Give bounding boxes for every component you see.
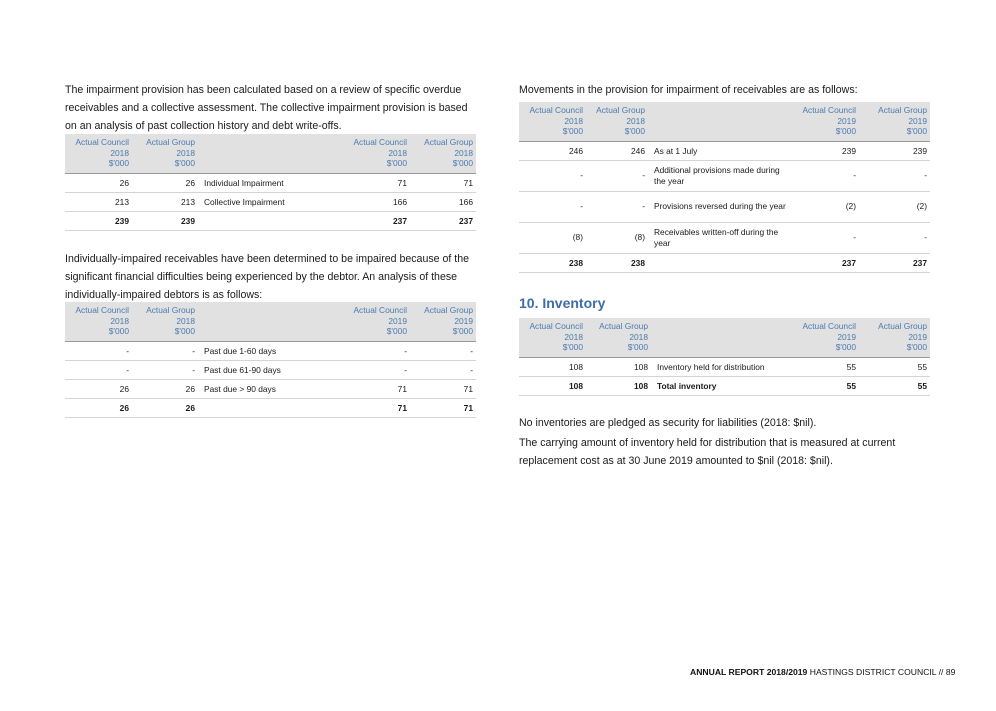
total-row: [519, 253, 930, 272]
col-header-council-2018: Actual Council 2018 $'000: [519, 102, 586, 141]
cell-value: 246: [586, 141, 648, 160]
table-header-row: [65, 134, 476, 173]
cell-value: -: [65, 360, 132, 379]
table-row: [65, 341, 476, 360]
col-header-council-2019: Actual Council 2019 $'000: [343, 302, 410, 341]
row-label: Collective Impairment: [198, 192, 343, 211]
col-header-council-2019: Actual Council 2019 $'000: [789, 318, 859, 357]
cell-value: -: [789, 222, 859, 253]
cell-value: 108: [519, 357, 586, 376]
impairment-table: [65, 134, 476, 231]
total-label: [198, 211, 343, 230]
total-value: 239: [132, 211, 198, 230]
col-header-description: [198, 134, 343, 173]
total-value: 55: [859, 376, 930, 395]
total-value: 237: [410, 211, 476, 230]
cell-value: -: [343, 360, 410, 379]
inventory-carrying-amount-text: The carrying amount of inventory held for distribution that is measured at current replacement cost as at 30 June 2019 amounted to $nil (2018: $nil).: [519, 437, 896, 467]
total-value: 71: [343, 398, 410, 417]
total-value: 237: [859, 253, 930, 272]
impairment-intro-text: The impairment provision has been calculated based on a review of specific overdue receivables and a collective assessment. The collective impairment provision is based on an analysis of past collection history and debt write-offs.: [65, 84, 468, 132]
total-label: [648, 253, 789, 272]
cell-value: -: [586, 160, 648, 191]
table-row: [519, 222, 930, 253]
inventory-pledge-text: No inventories are pledged as security for liabilities (2018: $nil).: [519, 417, 817, 429]
past-due-table: [65, 302, 476, 418]
total-row: [519, 376, 930, 395]
col-header-group-2018: Actual Group 2018 $'000: [132, 302, 198, 341]
table-header-row: [519, 102, 930, 141]
col-header-council-2018: Actual Council 2018 $'000: [519, 318, 586, 357]
footer-separator: //: [938, 667, 944, 677]
row-label: Past due 1-60 days: [198, 341, 343, 360]
cell-value: -: [132, 341, 198, 360]
cell-value: (8): [519, 222, 586, 253]
row-label: Inventory held for distribution: [651, 357, 789, 376]
organisation-name: HASTINGS DISTRICT COUNCIL: [809, 667, 937, 677]
row-label: Additional provisions made during the year: [648, 160, 789, 191]
cell-value: -: [519, 160, 586, 191]
total-value: 239: [65, 211, 132, 230]
col-header-description: [648, 102, 789, 141]
page-footer: [690, 667, 955, 677]
table-header-row: [519, 318, 930, 357]
cell-value: 71: [343, 379, 410, 398]
table-row: [65, 360, 476, 379]
total-value: 55: [789, 376, 859, 395]
total-value: 71: [410, 398, 476, 417]
table-row: [519, 357, 930, 376]
col-header-group-2019: Actual Group 2019 $'000: [410, 302, 476, 341]
row-label: As at 1 July: [648, 141, 789, 160]
col-header-group-2018: Actual Group 2018 $'000: [586, 102, 648, 141]
cell-value: 26: [132, 173, 198, 192]
cell-value: (2): [859, 191, 930, 222]
table-header-row: [65, 302, 476, 341]
individually-impaired-text: Individually-impaired receivables have been determined to be impaired because of the significant financial difficulties being experienced by the debtor. An analysis of these individually-impaired debtors is as follows:: [65, 253, 469, 301]
col-header-council-2018b: Actual Council 2018 $'000: [343, 134, 410, 173]
movements-intro-text: Movements in the provision for impairment of receivables are as follows:: [519, 84, 858, 96]
total-value: 26: [132, 398, 198, 417]
row-label: Individual Impairment: [198, 173, 343, 192]
cell-value: -: [519, 191, 586, 222]
cell-value: 55: [859, 357, 930, 376]
inventory-heading: 10. Inventory: [519, 295, 606, 311]
col-header-council-2018: Actual Council 2018 $'000: [65, 134, 132, 173]
cell-value: 71: [410, 173, 476, 192]
total-value: 26: [65, 398, 132, 417]
cell-value: -: [65, 341, 132, 360]
col-header-description: [651, 318, 789, 357]
total-value: 237: [343, 211, 410, 230]
cell-value: 26: [65, 379, 132, 398]
cell-value: -: [859, 160, 930, 191]
total-value: 238: [519, 253, 586, 272]
total-value: 108: [519, 376, 586, 395]
row-label: Past due 61-90 days: [198, 360, 343, 379]
cell-value: 239: [859, 141, 930, 160]
row-label: Receivables written-off during the year: [648, 222, 789, 253]
total-value: 108: [586, 376, 651, 395]
col-header-council-2018: Actual Council 2018 $'000: [65, 302, 132, 341]
col-header-group-2019: Actual Group 2019 $'000: [859, 102, 930, 141]
total-label: Total inventory: [651, 376, 789, 395]
col-header-group-2018b: Actual Group 2018 $'000: [410, 134, 476, 173]
cell-value: -: [410, 360, 476, 379]
col-header-group-2019: Actual Group 2019 $'000: [859, 318, 930, 357]
table-row: [65, 192, 476, 211]
cell-value: -: [343, 341, 410, 360]
cell-value: -: [789, 160, 859, 191]
cell-value: 55: [789, 357, 859, 376]
inventory-table: [519, 318, 930, 396]
cell-value: 166: [343, 192, 410, 211]
col-header-group-2018: Actual Group 2018 $'000: [586, 318, 651, 357]
cell-value: 166: [410, 192, 476, 211]
report-title: ANNUAL REPORT 2018/2019: [690, 667, 808, 677]
cell-value: 213: [132, 192, 198, 211]
cell-value: 246: [519, 141, 586, 160]
table-row: [519, 141, 930, 160]
total-value: 238: [586, 253, 648, 272]
cell-value: (2): [789, 191, 859, 222]
cell-value: 239: [789, 141, 859, 160]
cell-value: 108: [586, 357, 651, 376]
table-row: [519, 160, 930, 191]
col-header-group-2018: Actual Group 2018 $'000: [132, 134, 198, 173]
row-label: Provisions reversed during the year: [648, 191, 789, 222]
cell-value: -: [859, 222, 930, 253]
provision-movements-table: [519, 102, 930, 273]
table-row: [65, 379, 476, 398]
cell-value: 26: [65, 173, 132, 192]
total-label: [198, 398, 343, 417]
page-number: 89: [945, 667, 956, 677]
total-row: [65, 211, 476, 230]
col-header-council-2019: Actual Council 2019 $'000: [789, 102, 859, 141]
cell-value: -: [132, 360, 198, 379]
col-header-description: [198, 302, 343, 341]
cell-value: -: [410, 341, 476, 360]
cell-value: 71: [410, 379, 476, 398]
total-row: [65, 398, 476, 417]
total-value: 237: [789, 253, 859, 272]
table-row: [65, 173, 476, 192]
cell-value: 71: [343, 173, 410, 192]
cell-value: 26: [132, 379, 198, 398]
cell-value: (8): [586, 222, 648, 253]
table-row: [519, 191, 930, 222]
cell-value: -: [586, 191, 648, 222]
cell-value: 213: [65, 192, 132, 211]
row-label: Past due > 90 days: [198, 379, 343, 398]
